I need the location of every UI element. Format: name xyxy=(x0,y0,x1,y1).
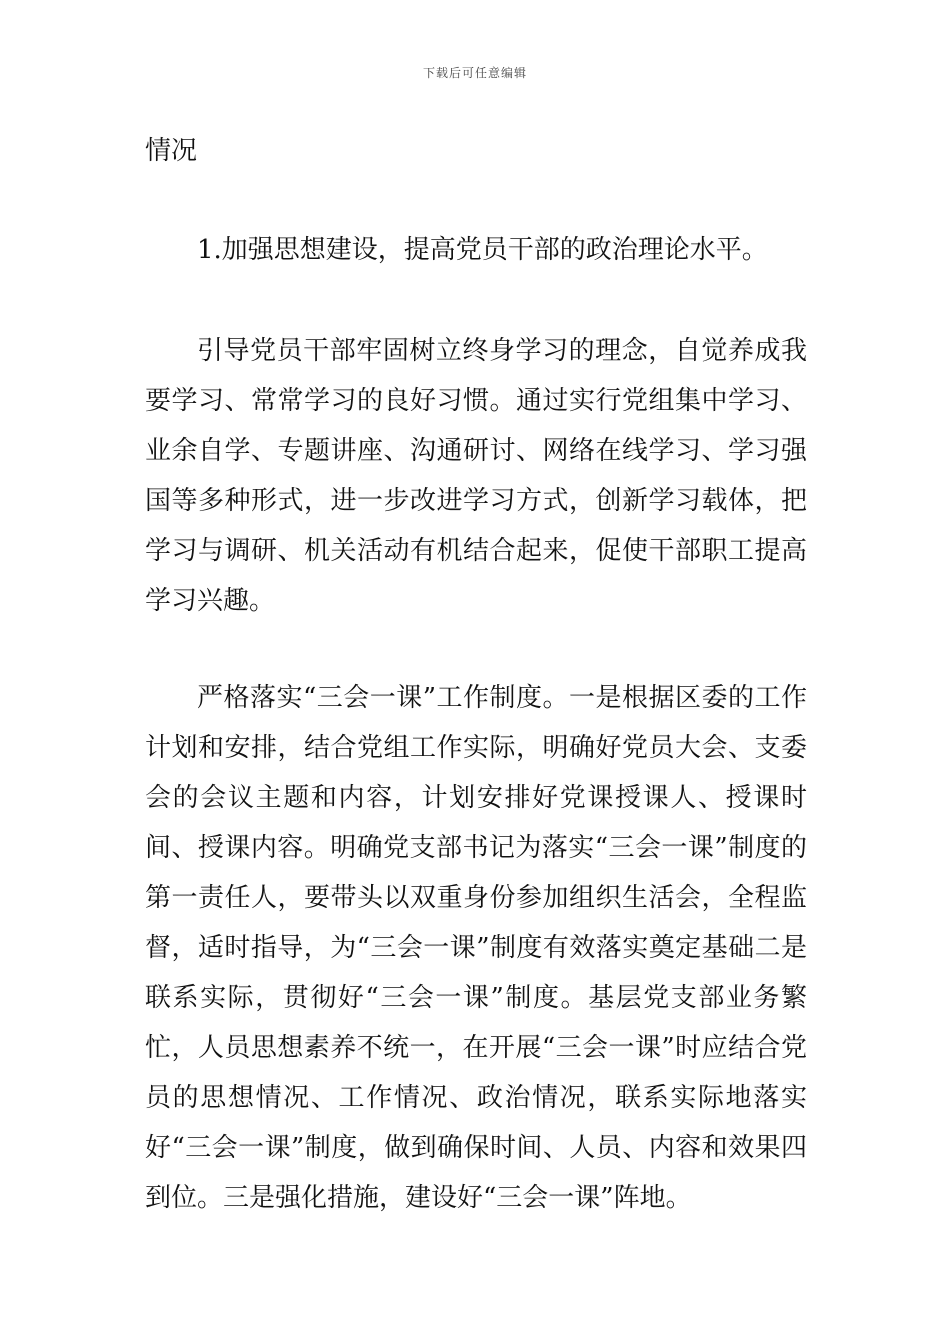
paragraph-three-meetings: 严格落实“三会一课”工作制度。一是根据区委的工作计划和安排，结合党组工作实际，明确好党员大会、支委会的会议主题和内容，计划安排好党课授课人、授课时间、授课内容。明确党支部书记为落实“三会一课”制度的第一责任人，要带头以双重身份参加组织生活会，全程监督，适时指导，为“三会一课”制度有效落实奠定基础二是联系实际，贯彻好“三会一课”制度。基层党支部业务繁忙，人员思想素养不统一，在开展“三会一课”时应结合党员的思想情况、工作情况、政治情况，联系实际地落实好“三会一课”制度，做到确保时间、人员、内容和效果四到位。三是强化措施，建设好“三会一课”阵地。 xyxy=(145,683,807,1213)
paragraph-heading-1: 1.加强思想建设，提高党员干部的政治理论水平。 xyxy=(197,235,768,265)
paragraph-section-tail: 情况 xyxy=(145,136,198,166)
header-note: 下载后可任意编辑 xyxy=(422,66,527,80)
paragraph-study: 引导党员干部牢固树立终身学习的理念，自觉养成我要学习、常常学习的良好习惯。通过实行党组集中学习、业余自学、专题讲座、沟通研讨、网络在线学习、学习强国等多种形式，进一步改进学习方式，创新学习载体，把学习与调研、机关活动有机结合起来，促使干部职工提高学习兴趣。 xyxy=(145,336,807,616)
